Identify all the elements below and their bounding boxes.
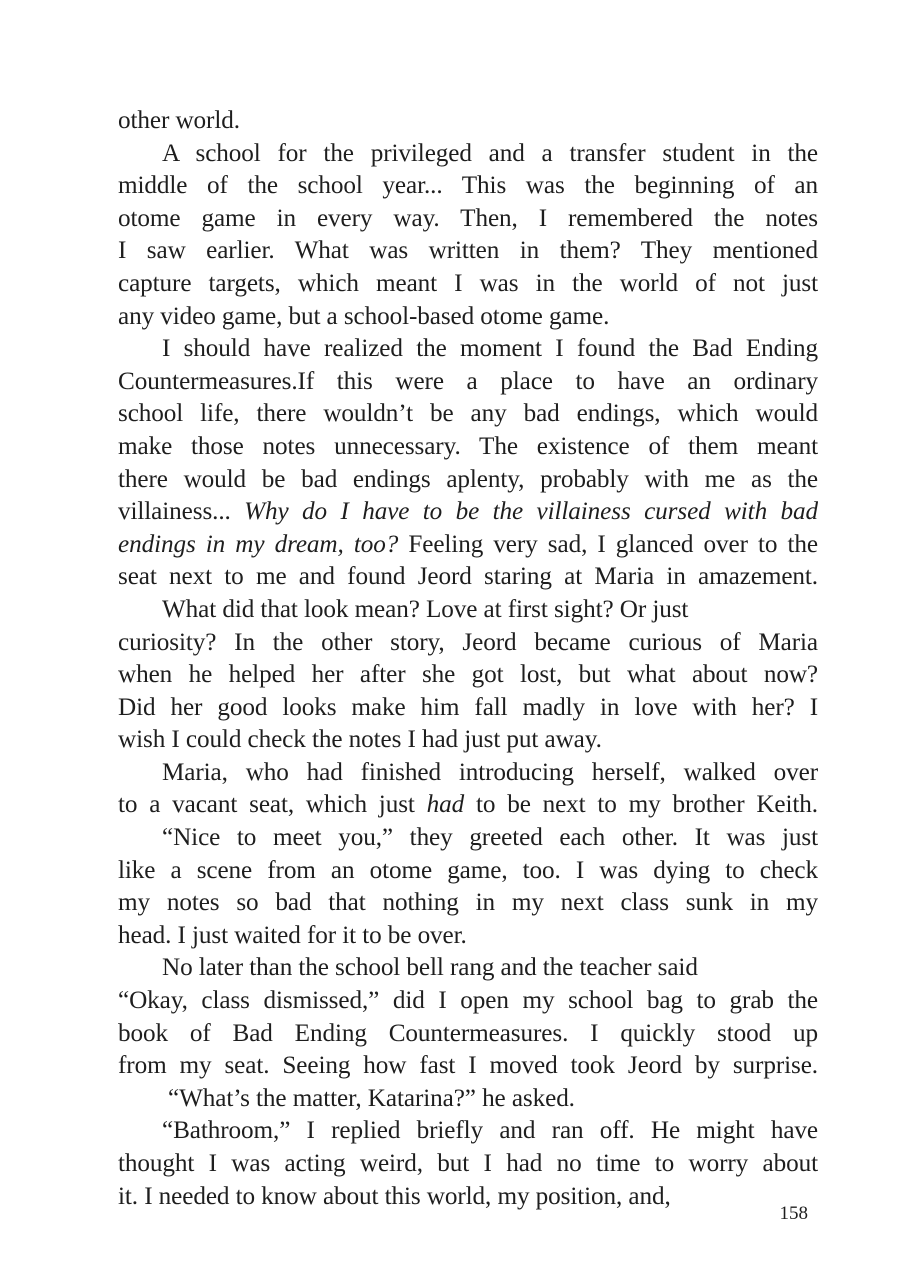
roman-text: to be next to my brother Keith. <box>464 791 818 819</box>
text-line: I saw earlier. What was written in them? They mentioned <box>118 237 818 265</box>
paragraph-start-line: No later than the school bell rang and the teacher said <box>162 954 698 982</box>
text-line: curiosity? In the other story, Jeord became curious of Maria <box>118 628 818 656</box>
text-line: “Okay, class dismissed,” did I open my school bag to grab the <box>118 987 818 1015</box>
text-line-with-italic <box>118 529 818 562</box>
paragraph-start-line: “Nice to meet you,” they greeted each other. It was just <box>162 824 818 852</box>
text-line-with-italic <box>118 496 818 529</box>
text-line: it. I needed to know about this world, my position, and, <box>118 1182 671 1210</box>
paragraph-start-line: A school for the privileged and a transfer student in the <box>162 139 818 167</box>
paragraph-start-line: What did that look mean? Love at first sight? Or just <box>162 595 689 623</box>
text-line: any video game, but a school-based otome game. <box>118 302 610 330</box>
italic-thought: endings in my dream, too? <box>118 530 399 558</box>
text-line: Did her good looks make him fall madly in love with her? I <box>118 693 818 721</box>
text-line: my notes so bad that nothing in my next class sunk in my <box>118 889 818 917</box>
page-body-text <box>118 105 818 1213</box>
text-line: Countermeasures.If this were a place to have an ordinary <box>118 367 818 395</box>
text-line: from my seat. Seeing how fast I moved took Jeord by surprise. <box>118 1052 818 1080</box>
text-line: otome game in every way. Then, I remembered the notes <box>118 204 818 232</box>
page-number: 158 <box>779 1203 808 1224</box>
italic-emphasis: had <box>426 791 465 819</box>
paragraph-start-line: “Bathroom,” I replied briefly and ran off. He might have <box>162 1117 818 1145</box>
roman-text: to a vacant seat, which just <box>118 791 427 819</box>
paragraph-start-line: “What’s the matter, Katarina?” he asked. <box>168 1084 575 1112</box>
text-line: seat next to me and found Jeord staring at Maria in amazement. <box>118 563 818 591</box>
text-line: school life, there wouldn’t be any bad endings, which would <box>118 400 818 428</box>
paragraph-start-line: I should have realized the moment I found the Bad Ending <box>162 335 818 363</box>
paragraph-start-line: Maria, who had finished introducing herself, walked over <box>162 758 818 786</box>
text-line: wish I could check the notes I had just put away. <box>118 726 602 754</box>
text-line: make those notes unnecessary. The existence of them meant <box>118 432 818 460</box>
text-line: when he helped her after she got lost, but what about now? <box>118 661 818 689</box>
italic-thought: Why do I have to be the villainess cursed with bad <box>244 498 818 526</box>
text-line: thought I was acting weird, but I had no time to worry about <box>118 1150 818 1177</box>
text-line: other world. <box>118 107 240 134</box>
text-line: there would be bad endings aplenty, probably with me as the <box>118 465 818 493</box>
text-line: like a scene from an otome game, too. I was dying to check <box>118 856 818 884</box>
text-line: book of Bad Ending Countermeasures. I quickly stood up <box>118 1019 818 1047</box>
text-line: middle of the school year... This was the beginning of an <box>118 172 818 200</box>
text-line: capture targets, which meant I was in the world of not just <box>118 269 818 297</box>
text-line: head. I just waited for it to be over. <box>118 921 467 949</box>
roman-text: Feeling very sad, I glanced over to the <box>398 530 818 558</box>
text-line-with-italic <box>118 789 818 822</box>
roman-text: villainess... <box>118 498 245 526</box>
